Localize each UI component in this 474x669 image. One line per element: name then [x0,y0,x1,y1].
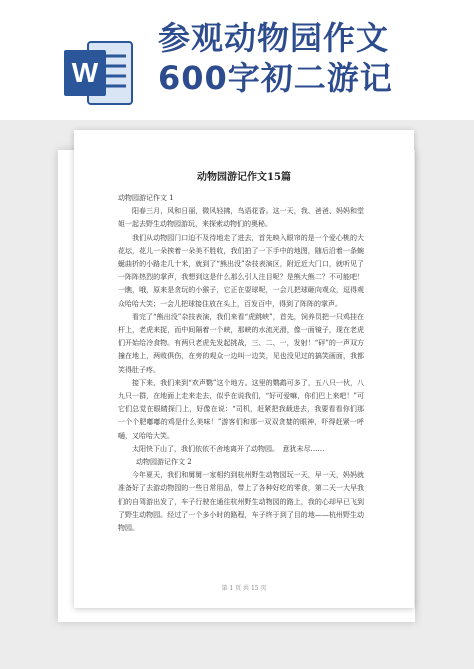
paragraph: 阳春三月，风和日丽，微风轻拂，鸟语花香。这一天，我、爸爸、妈妈和堂姐一起去野生动物园游玩，来探索动物们的奥秘。 [118,207,364,229]
paragraph: 今年夏天，我们和舅舅一家相约到杭州野生动物园玩一天，早一天，妈妈就准备好了去游动物园的一些日常用品，带上了各种好吃的零食，第二天一大早我们的自驾游出发了，车子行驶在通往杭州野生动物园的路上，我的心却早已飞到了野生动物园。经过了一个多小时的路程，车子终于到了目的地——杭州野生动物园。 [118,471,364,533]
page-title: 参观动物园作文600字初二游记 [158,19,393,97]
document-page [74,130,414,608]
paragraph: 接下来，我们来到“欢声鹦”这个地方。这里的鹦鹉可多了，五八只一伙，八九只一群，在地面上走来走去，似乎在说我们，“好可爱嘛，你们巴上来吧！”可它们总觉在眼睛探门上，好像在说：“司机，赶紧把我载进去，我要看看你们那一个个肥嘟嘟的鸡是什么美味！”游客们和那一双双贪婪的眼神，吓得赶紧一呼嗵，又哈哈大笑。 [118,378,364,440]
header-banner [0,0,474,120]
paragraph: 太阳快下山了，我们依依不舍地离开了动物园。 意犹未尽…… [132,444,325,453]
svg-text:W: W [71,57,99,88]
word-document-icon [62,38,136,108]
document-body [118,192,364,535]
paragraph: 我们从动物园门口迫不及待地走了进去，首先映入眼帘的是一个爱心桃的大花坛，花儿一朵挨着一朵美不胜收，我们拍了一下手中的地图，随后沿着一条蜿蜒曲折的小路走几十米，就到了“熊出没”杂技表演区，附近近大门口，就听见了一阵阵热烈的掌声，我想到这是什么那么引人注目呢？是熊大熊二？不可能吧！一瞧，哦，原来是贪玩的小猴子，它正在耍球呢，一会儿把球砸向观众，逗得观众哈哈大笑；一会儿把球接住放在头上，百发百中，得到了阵阵的掌声。 [118,233,364,308]
paragraph: 看完了“熊出没”杂技表演，我们来看“虎跳峡”，首先，饲养员把一只鸡挂在杆上，老虎来捉，而中间隔着一个峡，那峡的水流光滑，像一面镜子，现在老虎们开始给冷食物。有两只老虎先发起挑战，三、二、一，发射！“砰”的一声双方撞在地上，两败俱伤，在旁的观众一边叫一边笑，见也没见过的搞笑画面，我都笑得肚子疼。 [118,312,364,374]
page-footer: 第 1 页 共 15 页 [221,585,267,592]
section-heading: 动物园游记作文 1 [118,194,174,202]
document-title: 动物园游记作文15篇 [197,172,291,183]
section-heading: 动物园游记作文 2 [136,458,192,467]
